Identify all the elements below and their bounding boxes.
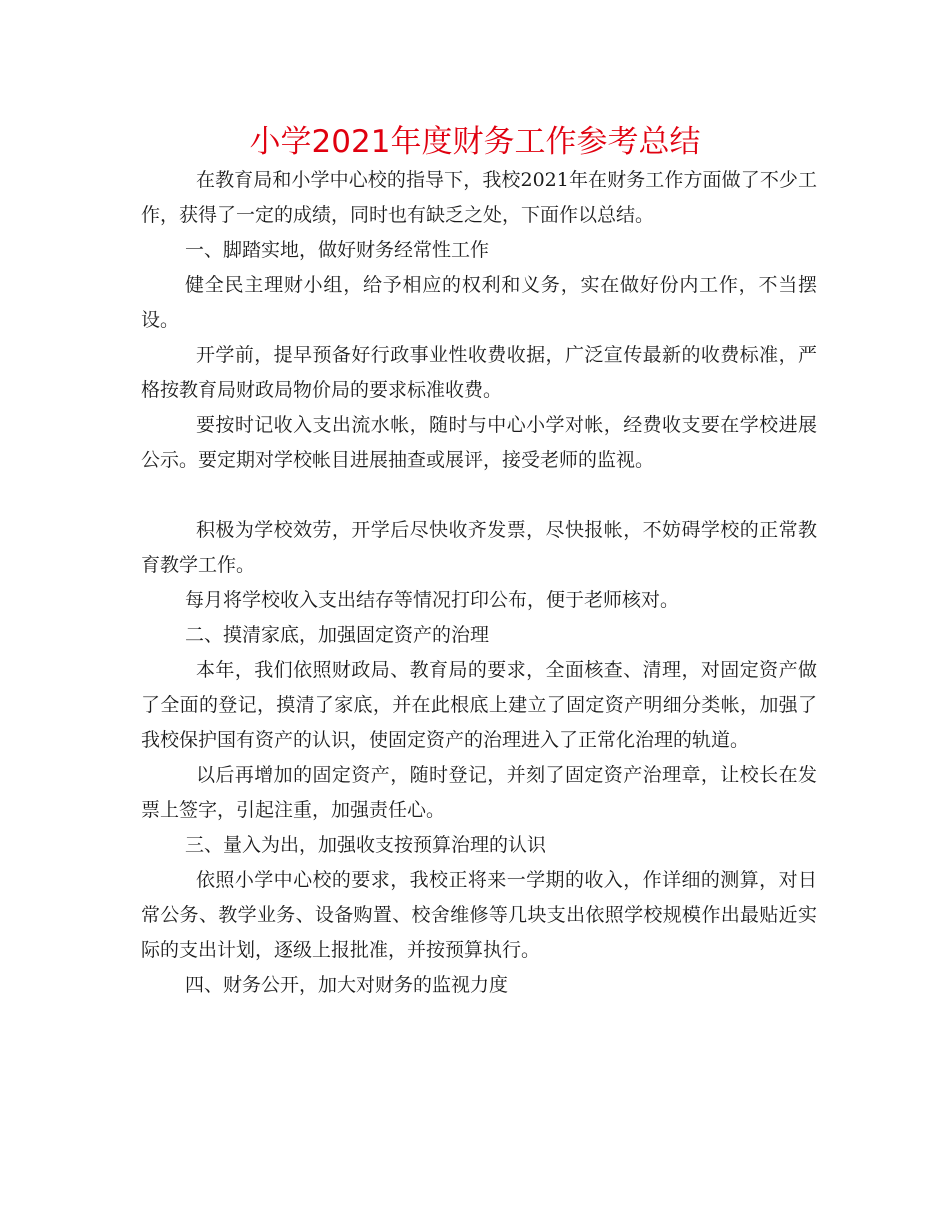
document-title: 小学2021年度财务工作参考总结 [249, 124, 701, 160]
blank-line [141, 478, 817, 513]
paragraph: 依照小学中心校的要求，我校正将来一学期的收入，作详细的测算，对日常公务、教学业务、设备购置、校舍维修等几块支出依照学校规模作出最贴近实际的支出计划，逐级上报批准，并按预算执行。 [141, 869, 817, 961]
section-heading-3: 三、量入为出，加强收支按预算治理的认识 [185, 834, 547, 856]
paragraph: 健全民主理财小组，给予相应的权利和义务，实在做好份内工作，不当摆设。 [141, 274, 817, 331]
document-body [141, 163, 817, 1003]
paragraph: 以后再增加的固定资产，随时登记，并刻了固定资产治理章，让校长在发票上签字，引起注重，加强责任心。 [141, 764, 817, 821]
paragraph: 要按时记收入支出流水帐，随时与中心小学对帐，经费收支要在学校进展公示。要定期对学校帐目进展抽查或展评，接受老师的监视。 [141, 414, 817, 471]
section-heading-4: 四、财务公开，加大对财务的监视力度 [185, 974, 509, 996]
paragraph: 每月将学校收入支出结存等情况打印公布，便于老师核对。 [185, 589, 680, 611]
section-heading-1: 一、脚踏实地，做好财务经常性工作 [185, 239, 490, 261]
paragraph: 本年，我们依照财政局、教育局的要求，全面核查、清理，对固定资产做了全面的登记，摸清了家底，并在此根底上建立了固定资产明细分类帐，加强了我校保护国有资产的认识，使固定资产的治理进入了正常化治理的轨道。 [141, 659, 817, 751]
intro-paragraph: 在教育局和小学中心校的指导下，我校2021年在财务工作方面做了不少工作，获得了一定的成绩，同时也有缺乏之处，下面作以总结。 [141, 169, 817, 226]
section-heading-2: 二、摸清家底，加强固定资产的治理 [185, 624, 490, 646]
paragraph: 开学前，提早预备好行政事业性收费收据，广泛宣传最新的收费标准，严格按教育局财政局物价局的要求标准收费。 [141, 344, 817, 401]
paragraph: 积极为学校效劳，开学后尽快收齐发票，尽快报帐，不妨碍学校的正常教育教学工作。 [141, 519, 817, 576]
